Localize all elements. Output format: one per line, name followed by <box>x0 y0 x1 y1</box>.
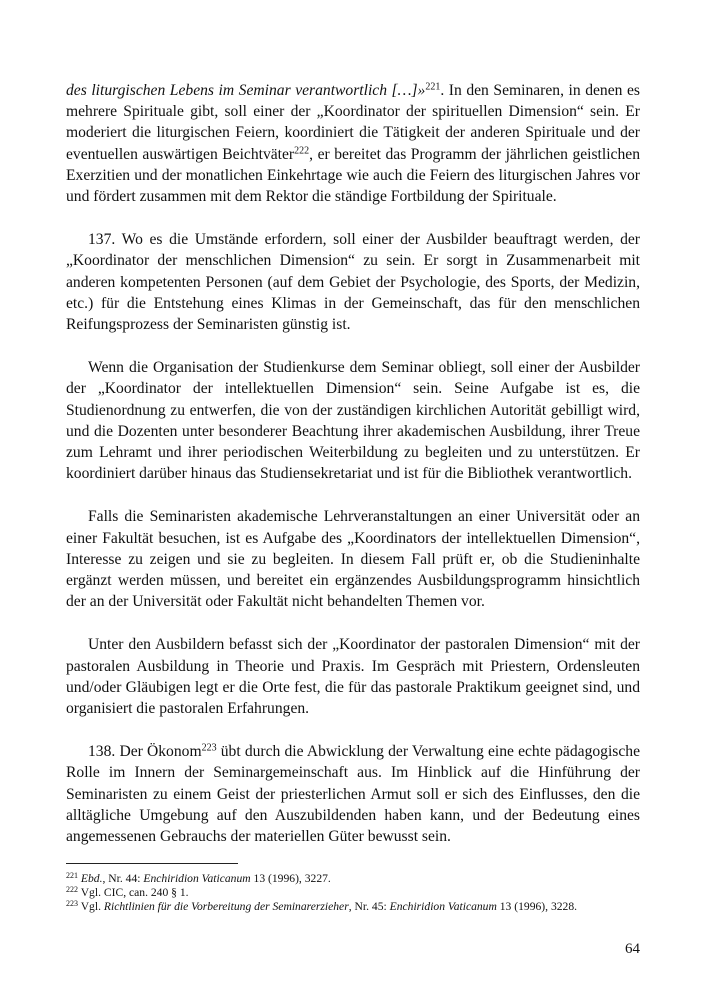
paragraph-4: Falls die Seminaristen akademische Lehrveranstaltungen an einer Universität oder an einer Fakultät besuchen, ist es Aufgabe des „Koordinators der intellektuellen Dimension“, Interesse zu zeigen und sie zu begleiten. In diesem Fall prüft er, ob die Studieninhalte ergänzt werden müssen, und bereitet ein ergänzendes Ausbildungsprogramm hinsichtlich der an der Universität oder Fakultät nicht behandelten Themen vor. <box>66 508 640 611</box>
footnote-222: $^{222}$ Vgl. CIC, can. 240 § 1. <box>66 885 189 899</box>
paragraph-2: 137. Wo es die Umstände erfordern, soll einer der Ausbilder beauftragt werden, der „Koordinator der menschlichen Dimension“ zu sein. Er sorgt in Zusammenarbeit mit anderen kompetenten Personen (auf dem Gebiet der Psychologie, des Sports, der Medizin, etc.) für die Entstehung eines Klimas in der Gemeinschaft, das für den menschlichen Reifungsprozess der Seminaristen günstig ist. <box>66 231 640 334</box>
footnote-223: $^{223}$ Vgl. Richtlinien für die Vorbereitung der Seminarerzieher, Nr. 45: Enchiridion Vaticanum 13 (1996), 3228. <box>66 899 578 913</box>
paragraph-6: 138. Der Ökonom$^{223}$ übt durch die Abwicklung der Verwaltung eine echte pädagogische Rolle im Innern der Seminargemeinschaft aus. Im Hinblick auf die Hinführung der Seminaristen zu einem Geist der priesterlichen Armut soll er sich des Einflusses, den die alltägliche Umgebung auf den Auszubildenden haben kann, und der Bedeutung eines angemessenen Gebrauchs der materiellen Güter bewusst sein. <box>66 742 641 846</box>
paragraph-1: des liturgischen Lebens im Seminar verantwortlich […]»$^{221}$. In den Seminaren, in denen es mehrere Spirituale gibt, soll einer der „Koordinator der spirituellen Dimension“ sein. Er moderiert die liturgischen Feiern, koordiniert die Tätigkeit der anderen Spirituale und der eventuellen auswärtigen Beichtväter$^{222}$, er bereitet das Programm der jährlichen geistlichen Exerzitien und der monatlichen Einkehrtage wie auch die Feiern des liturgischen Jahres vor und fördert zusammen mit dem Rektor die ständige Fortbildung der Spirituale. <box>66 81 640 206</box>
paragraph-5: Unter den Ausbildern befasst sich der „Koordinator der pastoralen Dimension“ mit der pastoralen Ausbildung in Theorie und Praxis. Im Gespräch mit Priestern, Ordensleuten und/oder Gläubigen legt er die Orte fest, die für das pastorale Praktikum geeignet sind, und organisiert die pastoralen Erfahrungen. <box>66 636 640 718</box>
page-body <box>66 80 640 847</box>
page-number: 64 <box>625 941 640 957</box>
quote-text: des liturgischen Lebens im Seminar verantwortlich […]» <box>66 82 426 99</box>
footnote-ref-223: 223 <box>201 742 217 754</box>
paragraph-3: Wenn die Organisation der Studienkurse dem Seminar obliegt, soll einer der Ausbilder der „Koordinator der intellektuellen Dimension“ sein. Seine Aufgabe ist es, die Studienordnung zu entwerfen, die von der zuständigen kirchlichen Autorität gebilligt wird, und die Dozenten unter besonderer Beachtung ihrer akademischen Ausbildung, ihrer Treue zum Lehramt und ihrer periodischen Weiterbildung zu begleiten und zu unterstützen. Er koordiniert darüber hinaus das Studiensekretariat und ist für die Bibliothek verantwortlich. <box>66 359 640 483</box>
footnotes <box>66 872 640 914</box>
footnote-ref-221: 221 <box>425 81 441 93</box>
footnote-divider <box>66 863 238 864</box>
footnote-221: $^{221}$ Ebd., Nr. 44: Enchiridion Vaticanum 13 (1996), 3227. <box>66 871 331 885</box>
footnote-ref-222: 222 <box>294 145 310 157</box>
